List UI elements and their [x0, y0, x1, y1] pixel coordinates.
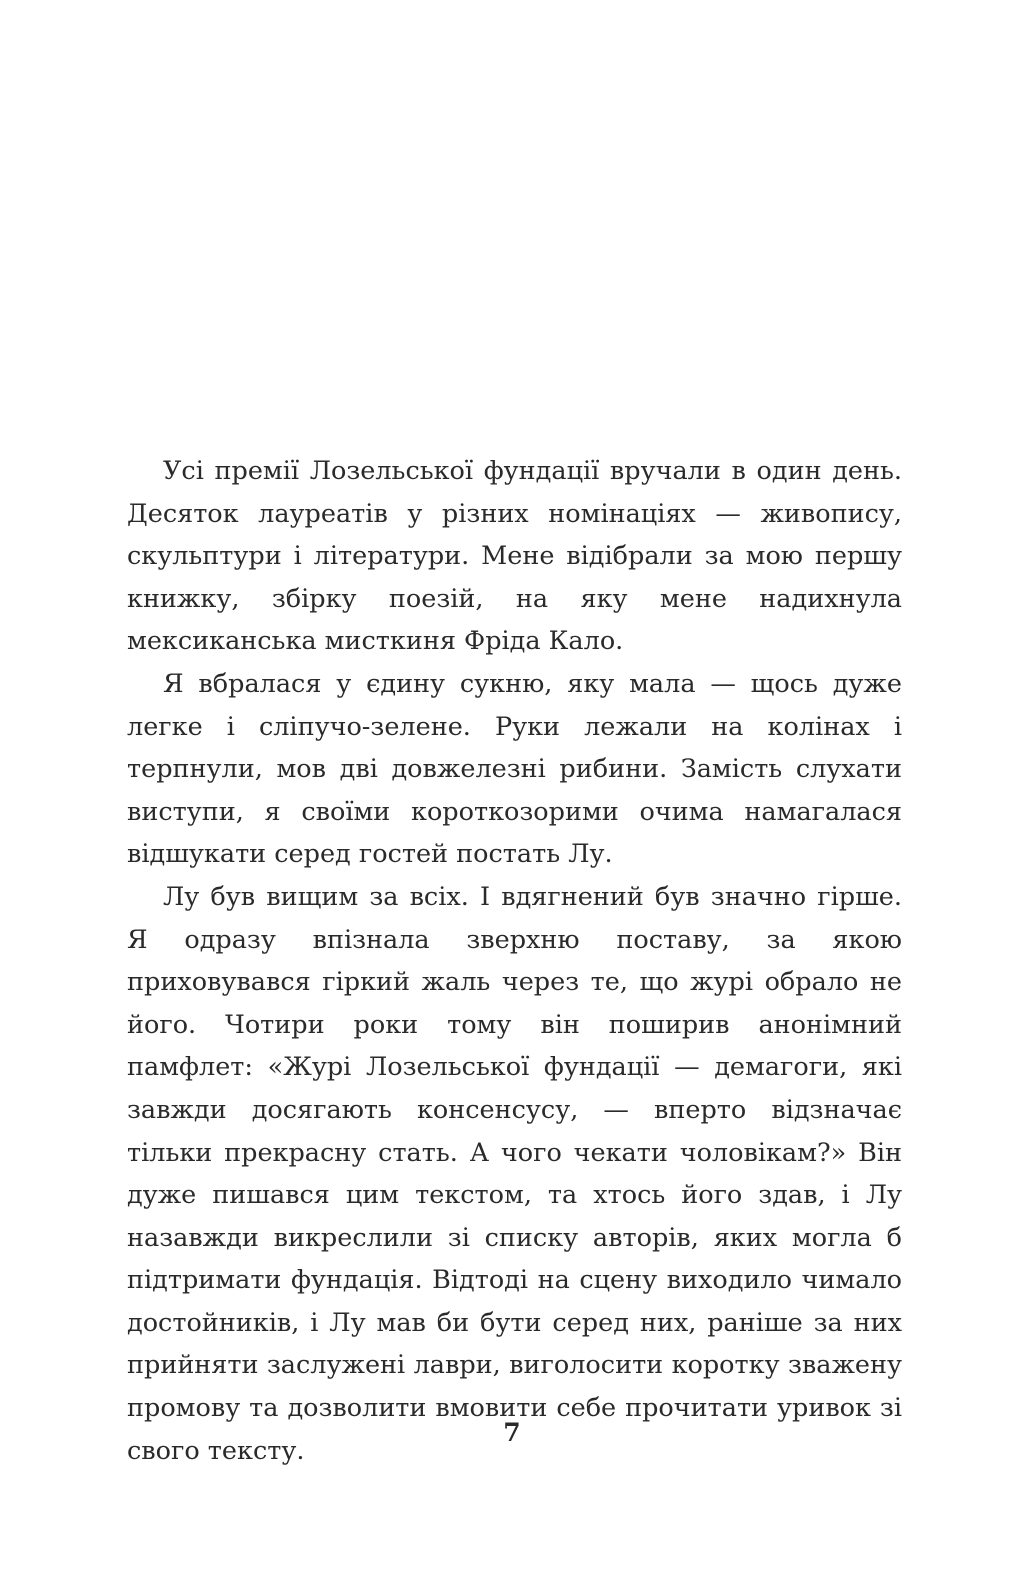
page-number: 7 — [503, 1418, 521, 1447]
paragraph-3: Лу був вищим за всіх. І вдягнений був значно гірше. Я одразу впізнала зверхню поставу, за якою приховувався гіркий жаль через те, що журі обрало не його. Чотири роки тому він поширив анонімний памфлет: «Журі Лозельської фундації — демагоги, які завжди досягають консенсусу, — вперто відзначає тільки прекрасну стать. А чого чекати чоловікам?» Він дуже пишався цим текстом, та хтось його здав, і Лу назавжди викреслили зі списку авторів, яких могла б підтримати фундація. Відтоді на сцену виходило чимало достойників, і Лу мав би бути серед них, раніше за них прийняти заслужені лаври, виголосити коротку зважену промову та дозволити вмовити себе прочитати уривок зі свого тексту. — [127, 881, 902, 1466]
paragraph-1: Усі премії Лозельської фундації вручали в один день. Десяток лауреатів у різних номінаціях — живопису, скульптури і літератури. Мене відібрали за мою першу книжку, збірку поезій, на яку мене надихнула мексиканська мисткиня Фріда Кало. — [127, 456, 902, 657]
paragraph-2: Я вбралася у єдину сукню, яку мала — щось дуже легке і сліпучо-зелене. Руки лежали на колінах і терпнули, мов дві довжелезні рибини. Замість слухати виступи, я своїми короткозорими очима намагалася відшукати серед гостей постать Лу. — [127, 668, 902, 870]
body-text — [127, 450, 902, 1472]
